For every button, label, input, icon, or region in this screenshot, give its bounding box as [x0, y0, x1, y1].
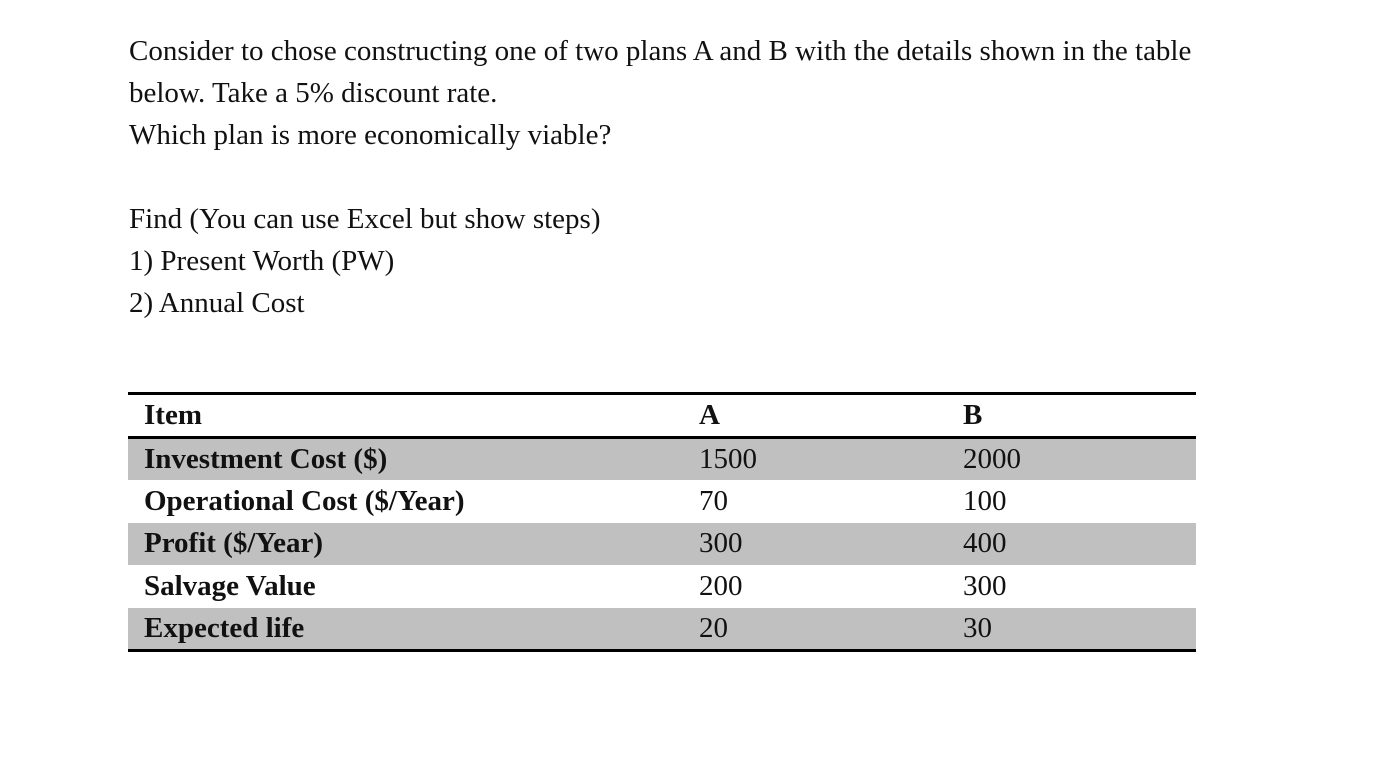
question-line-2: below. Take a 5% discount rate. — [129, 77, 498, 109]
question-line-1: Consider to chose constructing one of two plans A and B with the details shown in the table — [129, 35, 1192, 67]
spacer — [129, 156, 1359, 198]
table-row — [128, 480, 1196, 523]
row-value-a: 200 — [699, 569, 743, 602]
find-intro: Find (You can use Excel but show steps) — [129, 203, 601, 235]
row-value-a: 300 — [699, 527, 743, 560]
data-table — [128, 392, 1196, 652]
table-row — [128, 608, 1196, 651]
row-value-b: 300 — [963, 569, 1007, 602]
find-item-2: 2) Annual Cost — [129, 287, 305, 319]
row-value-b: 2000 — [963, 443, 1021, 475]
row-item: Salvage Value — [144, 569, 316, 602]
row-item: Operational Cost ($/Year) — [144, 484, 465, 517]
table-row — [128, 438, 1196, 481]
row-item: Investment Cost ($) — [144, 443, 388, 475]
table-header-row — [128, 394, 1196, 438]
table-row — [128, 523, 1196, 566]
row-value-b: 400 — [963, 527, 1007, 560]
table-row — [128, 565, 1196, 608]
row-value-a: 1500 — [699, 443, 757, 475]
find-item-1: 1) Present Worth (PW) — [129, 245, 395, 277]
row-item: Expected life — [144, 611, 305, 644]
row-value-b: 100 — [963, 484, 1007, 517]
row-value-a: 20 — [699, 611, 728, 644]
row-value-b: 30 — [963, 611, 992, 644]
header-a: A — [699, 399, 720, 431]
plan-table — [128, 392, 1196, 652]
question-text — [129, 30, 1359, 324]
row-item: Profit ($/Year) — [144, 527, 324, 560]
header-item: Item — [144, 399, 202, 431]
question-line-3: Which plan is more economically viable? — [129, 119, 612, 151]
header-b: B — [963, 399, 983, 431]
row-value-a: 70 — [699, 484, 728, 517]
